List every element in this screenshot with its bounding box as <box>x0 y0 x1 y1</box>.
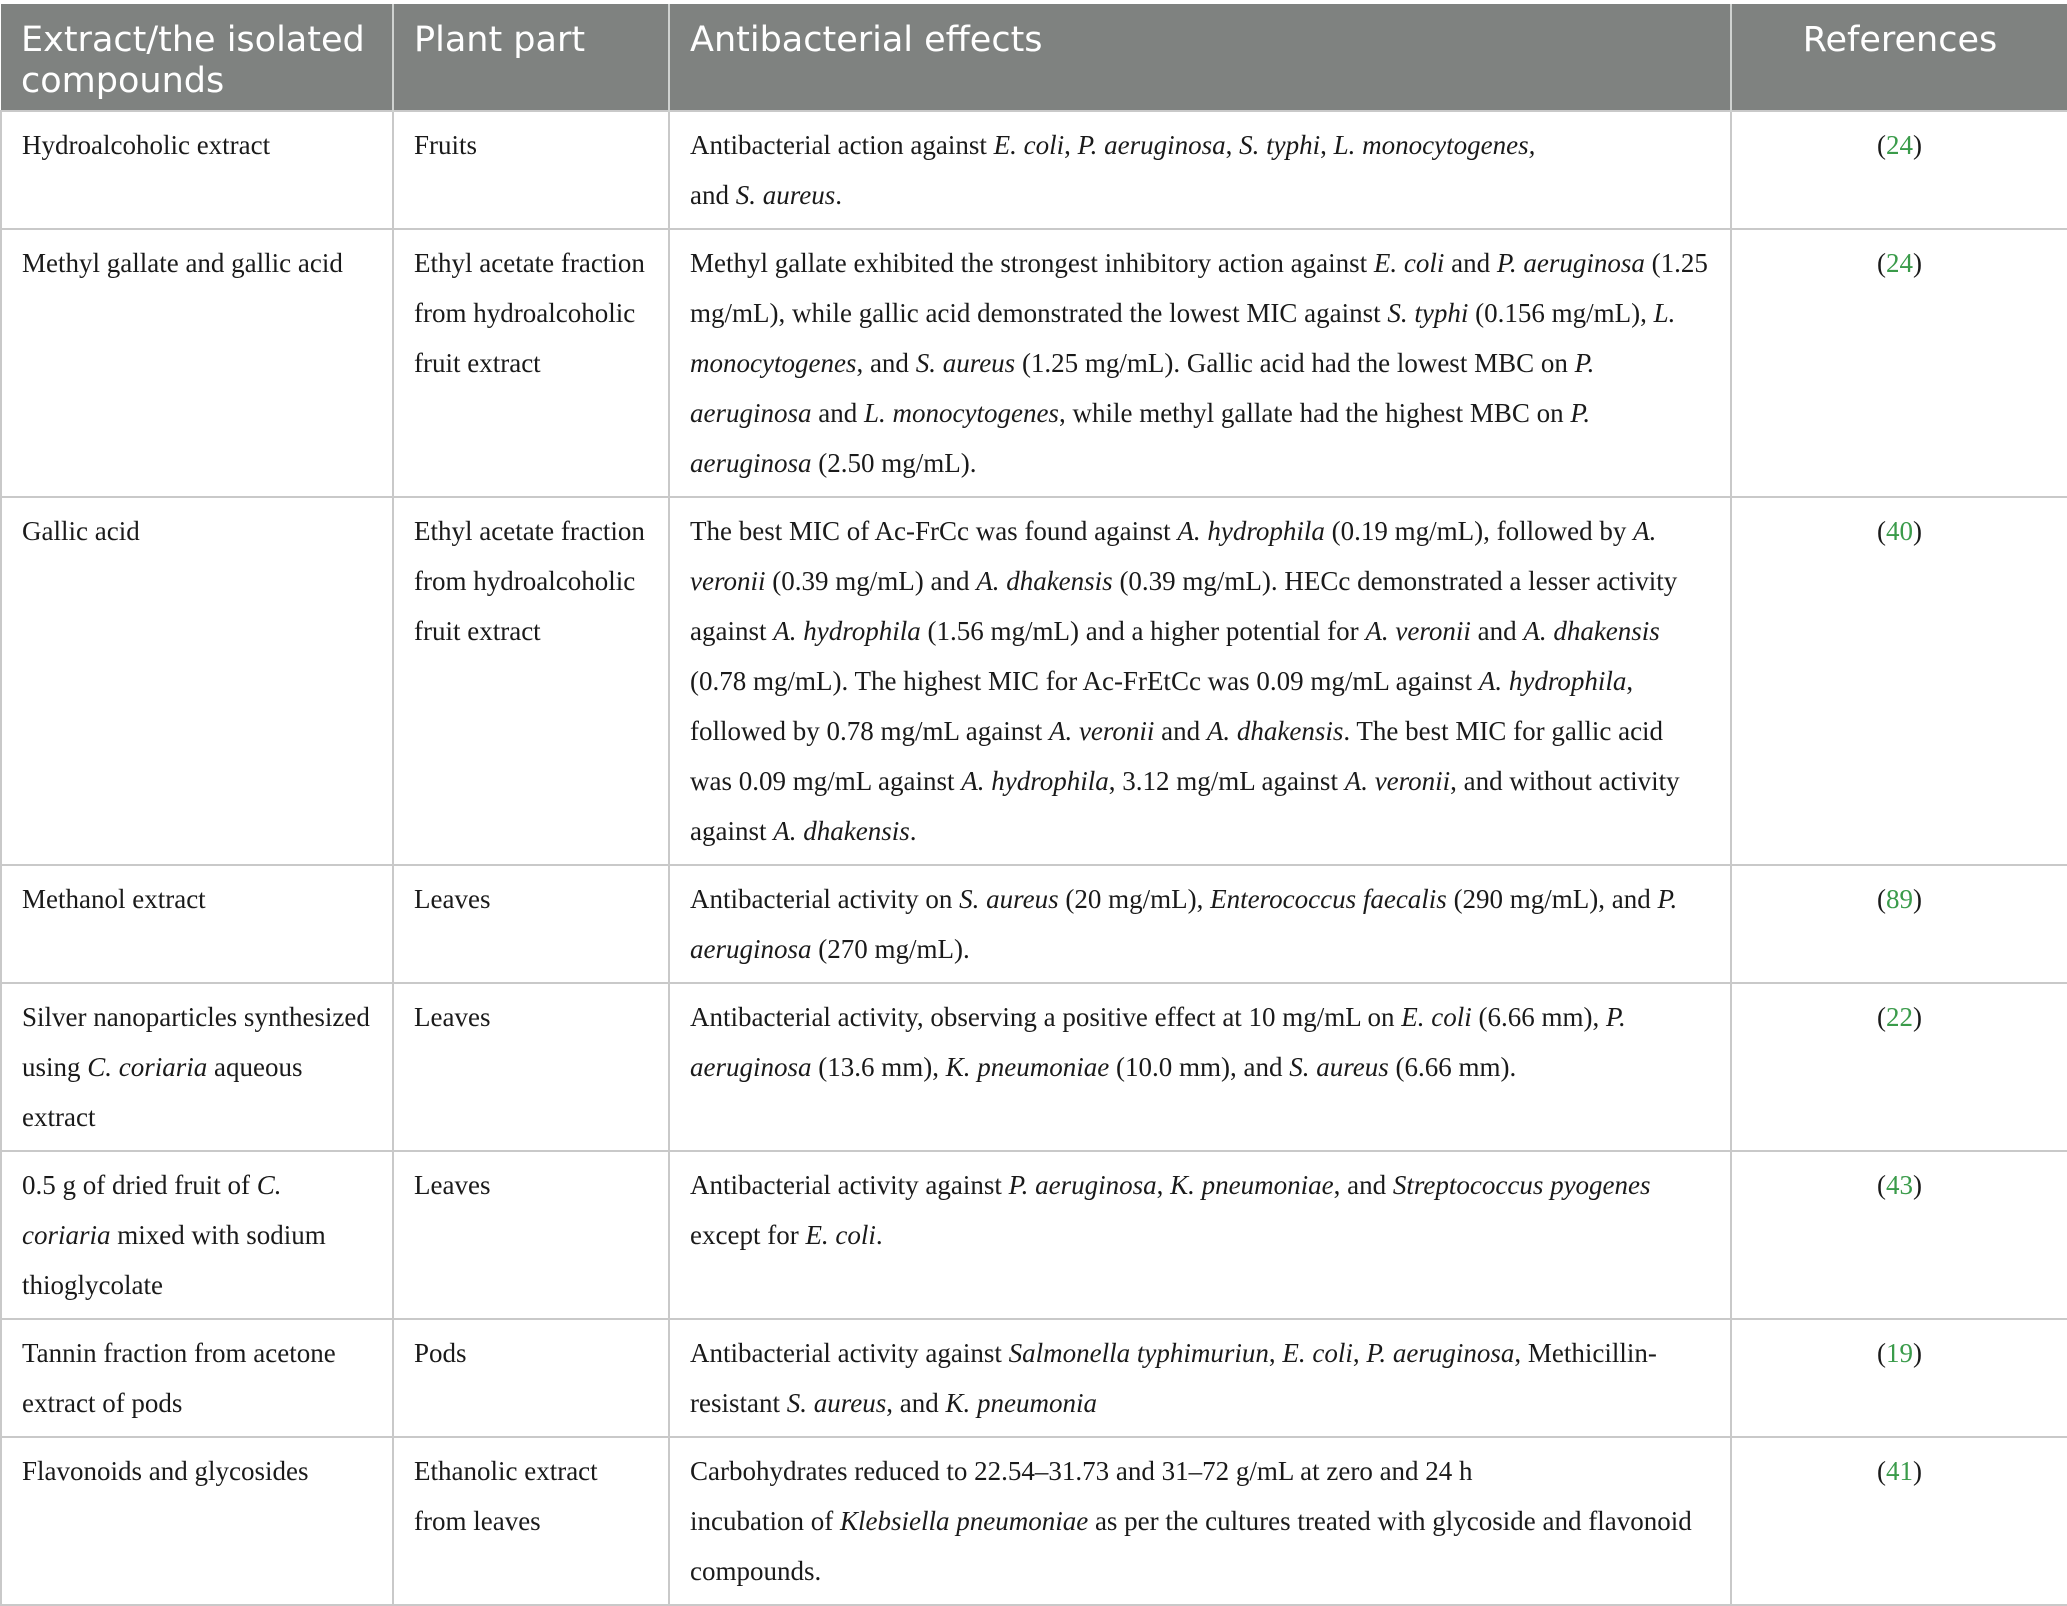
cell-antibacterial-effects <box>669 983 1731 1151</box>
species-name: K. pneumoniae <box>945 1052 1110 1082</box>
species-name: P. aeruginosa <box>690 348 1595 428</box>
text-segment: mixed with sodium thioglycolate <box>22 1220 326 1300</box>
species-name: A. veronii <box>1365 616 1471 646</box>
reference-close-paren: ) <box>1913 1002 1922 1032</box>
text-segment: . <box>909 816 917 846</box>
reference-close-paren: ) <box>1913 248 1922 278</box>
text-segment: , <box>1225 130 1240 160</box>
header-row <box>1 4 2067 111</box>
cell-reference <box>1731 1151 2067 1319</box>
species-name: A. hydrophila <box>961 766 1109 796</box>
cell-plant-part: Leaves <box>393 1151 669 1319</box>
species-name: E. coli <box>1282 1338 1353 1368</box>
species-name: S. aureus <box>1289 1052 1389 1082</box>
text-segment: , while methyl gallate had the highest MBC on <box>1058 398 1571 428</box>
reference-link[interactable]: 43 <box>1886 1170 1913 1200</box>
table-container <box>0 4 2067 1606</box>
text-segment: Methanol extract <box>22 884 206 914</box>
text-segment: , followed by 0.78 mg/mL against <box>690 666 1634 746</box>
reference-close-paren: ) <box>1913 516 1922 546</box>
species-name: K. pneumonia <box>945 1388 1097 1418</box>
species-name: A. veronii <box>1048 716 1155 746</box>
cell-extract <box>1 865 393 983</box>
text-segment: and <box>690 180 736 210</box>
text-segment: , and without activity against <box>690 766 1680 846</box>
text-segment: (6.66 mm). <box>1388 1052 1517 1082</box>
species-name: L. monocytogenes <box>690 298 1676 378</box>
reference-link[interactable]: 24 <box>1886 130 1913 160</box>
cell-antibacterial-effects <box>669 1151 1731 1319</box>
species-name: P. aeruginosa <box>690 884 1678 964</box>
text-segment: . The best MIC for gallic acid was 0.09 mg/mL against <box>690 716 1664 796</box>
species-name: A. hydrophila <box>773 616 921 646</box>
cell-reference <box>1731 229 2067 497</box>
text-segment: and <box>811 398 864 428</box>
species-name: A. hydrophila <box>1478 666 1627 696</box>
text-segment: Hydroalcoholic extract <box>22 130 271 160</box>
cell-plant-part: Ethanolic extract from leaves <box>393 1437 669 1605</box>
cell-plant-part: Leaves <box>393 983 669 1151</box>
reference-link[interactable]: 22 <box>1886 1002 1913 1032</box>
text-segment: , <box>1320 130 1334 160</box>
table-row <box>1 1151 2067 1319</box>
cell-extract <box>1 229 393 497</box>
reference-open-paren: ( <box>1877 516 1886 546</box>
species-name: Klebsiella pneumoniae <box>839 1506 1089 1536</box>
species-name: P. aeruginosa <box>690 398 1591 478</box>
reference-link[interactable]: 19 <box>1886 1338 1913 1368</box>
species-name: K. pneumoniae <box>1170 1170 1334 1200</box>
table-row <box>1 1319 2067 1437</box>
text-segment: (1.56 mg/mL) and a higher potential for <box>920 616 1366 646</box>
header-plant-part: Plant part <box>393 4 669 111</box>
reference-open-paren: ( <box>1877 1002 1886 1032</box>
text-segment: . <box>835 180 842 210</box>
species-name: A. veronii <box>1344 766 1451 796</box>
species-name: , <box>1528 130 1536 160</box>
reference-link[interactable]: 89 <box>1886 884 1913 914</box>
text-segment: Antibacterial activity against <box>690 1338 1009 1368</box>
cell-plant-part: Ethyl acetate fraction from hydroalcoholic fruit extract <box>393 497 669 865</box>
text-segment: , and <box>886 1388 946 1418</box>
text-segment: , Methicillin-resistant <box>690 1338 1657 1418</box>
species-name: Salmonella typhimuriun <box>1008 1338 1269 1368</box>
cell-reference <box>1731 497 2067 865</box>
cell-plant-part: Fruits <box>393 111 669 229</box>
text-segment: Antibacterial activity against <box>690 1170 1009 1200</box>
text-segment: and <box>1154 716 1207 746</box>
text-segment: Gallic acid <box>22 516 140 546</box>
species-name: E. coli <box>805 1220 876 1250</box>
table-row <box>1 497 2067 865</box>
text-segment: (0.19 mg/mL), followed by <box>1324 516 1634 546</box>
reference-close-paren: ) <box>1913 1338 1922 1368</box>
cell-reference <box>1731 865 2067 983</box>
reference-link[interactable]: 41 <box>1886 1456 1913 1486</box>
table-row <box>1 865 2067 983</box>
antibacterial-effects-table <box>0 4 2067 1606</box>
text-segment: , <box>1268 1338 1283 1368</box>
cell-reference <box>1731 983 2067 1151</box>
species-name: E. coli <box>1401 1002 1472 1032</box>
cell-extract <box>1 497 393 865</box>
table-row <box>1 983 2067 1151</box>
text-segment: (0.78 mg/mL). The highest MIC for Ac-FrEtCc was 0.09 mg/mL against <box>690 666 1479 696</box>
cell-reference <box>1731 1319 2067 1437</box>
reference-open-paren: ( <box>1877 130 1886 160</box>
text-segment: (10.0 mm), and <box>1109 1052 1290 1082</box>
cell-plant-part: Ethyl acetate fraction from hydroalcoholic fruit extract <box>393 229 669 497</box>
cell-antibacterial-effects <box>669 229 1731 497</box>
species-name: E. coli <box>1373 248 1445 278</box>
text-segment: except for <box>690 1220 806 1250</box>
text-segment: (1.25 mg/mL). Gallic acid had the lowest MBC on <box>1015 348 1575 378</box>
header-references: References <box>1731 4 2067 111</box>
cell-plant-part: Leaves <box>393 865 669 983</box>
text-segment: Antibacterial activity, observing a positive effect at 10 mg/mL on <box>690 1002 1402 1032</box>
text-segment: Flavonoids and glycosides <box>22 1456 309 1486</box>
species-name: P. aeruginosa <box>1496 248 1645 278</box>
text-segment: and <box>1470 616 1524 646</box>
text-segment: , <box>1064 130 1078 160</box>
species-name: S. aureus <box>959 884 1059 914</box>
text-segment: (2.50 mg/mL). <box>811 448 977 478</box>
reference-open-paren: ( <box>1877 884 1886 914</box>
species-name: S. aureus <box>915 348 1016 378</box>
species-name: Streptococcus pyogenes <box>1392 1170 1651 1200</box>
species-name: S. typhi <box>1239 130 1321 160</box>
text-segment: and <box>1444 248 1497 278</box>
text-segment: (270 mg/mL). <box>811 934 970 964</box>
text-segment: , <box>1156 1170 1171 1200</box>
table-row <box>1 1437 2067 1605</box>
table-row <box>1 111 2067 229</box>
reference-open-paren: ( <box>1877 1338 1886 1368</box>
text-segment: 0.5 g of dried fruit of <box>22 1170 257 1200</box>
table-header <box>1 4 2067 111</box>
text-segment: , 3.12 mg/mL against <box>1108 766 1345 796</box>
species-name: C. coriaria <box>22 1170 282 1250</box>
text-segment: Antibacterial activity on <box>690 884 960 914</box>
species-name: A. dhakensis <box>976 566 1113 596</box>
cell-extract <box>1 1437 393 1605</box>
text-segment: Silver nanoparticles synthesized using <box>22 1002 370 1082</box>
cell-antibacterial-effects <box>669 1319 1731 1437</box>
reference-close-paren: ) <box>1913 130 1922 160</box>
species-name: L. monocytogenes <box>1333 130 1529 160</box>
text-segment: (0.39 mg/mL) and <box>765 566 977 596</box>
cell-antibacterial-effects <box>669 865 1731 983</box>
species-name: S. aureus <box>735 180 836 210</box>
header-extract: Extract/the isolated compounds <box>1 4 393 111</box>
text-segment: Tannin fraction from acetone extract of pods <box>22 1338 336 1418</box>
table-row <box>1 229 2067 497</box>
reference-open-paren: ( <box>1877 1170 1886 1200</box>
text-segment: , <box>1352 1338 1367 1368</box>
text-segment: , and <box>1333 1170 1393 1200</box>
text-segment: (0.156 mg/mL), <box>1468 298 1654 328</box>
text-segment: (0.39 mg/mL). HECc demonstrated a lesser activity against <box>690 566 1678 646</box>
text-segment: (13.6 mm), <box>811 1052 946 1082</box>
text-segment: incubation of <box>690 1506 840 1536</box>
species-name: A. dhakensis <box>773 816 910 846</box>
species-name: P. aeruginosa <box>1077 130 1226 160</box>
cell-plant-part: Pods <box>393 1319 669 1437</box>
text-segment: , and <box>856 348 916 378</box>
cell-reference <box>1731 1437 2067 1605</box>
species-name: Enterococcus faecalis <box>1210 884 1447 914</box>
text-segment: as per the cultures treated with glycoside and flavonoid compounds. <box>690 1506 1692 1586</box>
header-antibacterial-effects: Antibacterial effects <box>669 4 1731 111</box>
species-name: P. aeruginosa <box>690 1002 1626 1082</box>
species-name: A. dhakensis <box>1523 616 1660 646</box>
species-name: C. coriaria <box>87 1052 208 1082</box>
species-name: A. hydrophila <box>1177 516 1325 546</box>
cell-extract <box>1 111 393 229</box>
cell-extract <box>1 1319 393 1437</box>
species-name: S. typhi <box>1387 298 1469 328</box>
text-segment: (20 mg/mL), <box>1058 884 1211 914</box>
cell-extract <box>1 983 393 1151</box>
reference-close-paren: ) <box>1913 1456 1922 1486</box>
text-segment: aqueous extract <box>22 1052 303 1132</box>
reference-close-paren: ) <box>1913 1170 1922 1200</box>
reference-open-paren: ( <box>1877 248 1886 278</box>
cell-antibacterial-effects <box>669 497 1731 865</box>
text-segment: (290 mg/mL), and <box>1446 884 1658 914</box>
reference-close-paren: ) <box>1913 884 1922 914</box>
cell-reference <box>1731 111 2067 229</box>
species-name: P. aeruginosa <box>1008 1170 1157 1200</box>
species-name: A. dhakensis <box>1206 716 1344 746</box>
text-segment: (1.25 mg/mL), while gallic acid demonstrated the lowest MIC against <box>690 248 1708 328</box>
text-segment: The best MIC of Ac-FrCc was found against <box>690 516 1178 546</box>
reference-link[interactable]: 24 <box>1886 248 1913 278</box>
species-name: L. monocytogenes <box>863 398 1059 428</box>
text-segment: (6.66 mm), <box>1471 1002 1607 1032</box>
text-segment: Methyl gallate and gallic acid <box>22 248 343 278</box>
species-name: P. aeruginosa <box>1366 1338 1515 1368</box>
reference-open-paren: ( <box>1877 1456 1886 1486</box>
text-segment: Methyl gallate exhibited the strongest inhibitory action against <box>690 248 1374 278</box>
reference-link[interactable]: 40 <box>1886 516 1913 546</box>
species-name: A. veronii <box>690 516 1657 596</box>
text-segment: . <box>875 1220 883 1250</box>
table-body <box>1 111 2067 1605</box>
cell-antibacterial-effects <box>669 111 1731 229</box>
text-segment: Carbohydrates reduced to 22.54–31.73 and 31–72 g/mL at zero and 24 h <box>690 1456 1473 1486</box>
cell-extract <box>1 1151 393 1319</box>
cell-antibacterial-effects <box>669 1437 1731 1605</box>
species-name: E. coli <box>993 130 1065 160</box>
species-name: S. aureus <box>786 1388 887 1418</box>
text-segment: Antibacterial action against <box>690 130 994 160</box>
